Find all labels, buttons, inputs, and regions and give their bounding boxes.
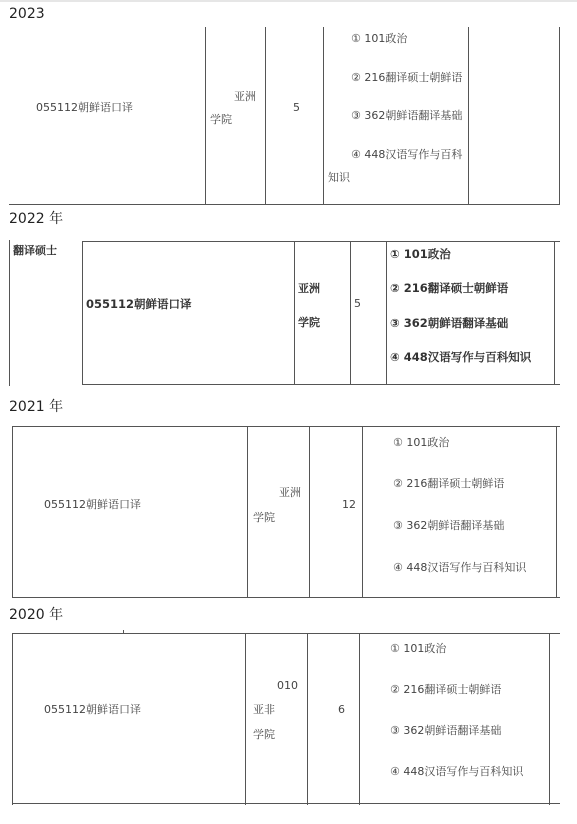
subject-item: ② 216翻译硕士朝鲜语 bbox=[351, 71, 463, 84]
college-cell-line1: 亚非 bbox=[253, 703, 275, 716]
subject-item: ③ 362朝鲜语翻译基础 bbox=[390, 316, 509, 330]
college-cell-line2: 学院 bbox=[298, 316, 320, 329]
subject-item: ③ 362朝鲜语翻译基础 bbox=[393, 519, 505, 532]
subject-item: ① 101政治 bbox=[393, 436, 450, 449]
table-border bbox=[294, 241, 295, 385]
top-divider bbox=[0, 0, 577, 2]
college-cell-line1: 亚洲 bbox=[279, 486, 301, 499]
table-border bbox=[12, 803, 560, 804]
table-border bbox=[309, 426, 310, 598]
table-border bbox=[9, 240, 10, 386]
table-border bbox=[265, 27, 266, 205]
table-border bbox=[12, 426, 13, 598]
subject-item: ④ 448汉语写作与百科知识 bbox=[393, 561, 527, 574]
table-border bbox=[362, 426, 363, 598]
year-heading-2020: 2020 年 bbox=[9, 607, 64, 623]
table-border bbox=[12, 633, 13, 805]
table-border bbox=[82, 241, 560, 242]
year-heading-2022: 2022 年 bbox=[9, 211, 64, 227]
table-border bbox=[350, 241, 351, 385]
college-cell-line2: 学院 bbox=[253, 511, 275, 524]
table-border bbox=[245, 633, 246, 805]
count-cell: 5 bbox=[293, 101, 300, 114]
table-border bbox=[359, 633, 360, 805]
table-border bbox=[247, 426, 248, 598]
subject-item: ④ 448汉语写作与百科知识 bbox=[390, 765, 524, 778]
subject-item: ② 216翻译硕士朝鲜语 bbox=[390, 683, 502, 696]
table-border bbox=[82, 384, 560, 385]
major-cell: 055112朝鲜语口译 bbox=[86, 297, 192, 311]
college-code: 010 bbox=[277, 679, 298, 692]
subject-item: ① 101政治 bbox=[390, 642, 447, 655]
year-heading-2023: 2023 bbox=[9, 6, 45, 22]
table-border bbox=[556, 426, 557, 598]
subject-item: ③ 362朝鲜语翻译基础 bbox=[351, 109, 463, 122]
subject-item: ① 101政治 bbox=[390, 247, 451, 261]
table-border bbox=[82, 241, 83, 385]
major-cell: 055112朝鲜语口译 bbox=[44, 703, 141, 716]
table-border bbox=[554, 241, 555, 385]
table-border bbox=[386, 241, 387, 385]
table-border bbox=[468, 27, 469, 205]
table-border bbox=[549, 633, 550, 805]
count-cell: 5 bbox=[354, 297, 361, 310]
subject-item: ③ 362朝鲜语翻译基础 bbox=[390, 724, 502, 737]
table-border bbox=[12, 597, 560, 598]
major-cell: 055112朝鲜语口译 bbox=[44, 498, 141, 511]
college-cell-line2: 学院 bbox=[253, 728, 275, 741]
table-border bbox=[559, 27, 560, 205]
subject-item: ④ 448汉语写作与百科 bbox=[351, 148, 463, 161]
category-cell: 翻译硕士 bbox=[13, 244, 57, 257]
subject-item: ① 101政治 bbox=[351, 32, 408, 45]
table-border bbox=[12, 426, 560, 427]
subject-item: ② 216翻译硕士朝鲜语 bbox=[390, 281, 509, 295]
subject-item: ② 216翻译硕士朝鲜语 bbox=[393, 477, 505, 490]
major-cell: 055112朝鲜语口译 bbox=[36, 101, 133, 114]
table-border bbox=[323, 27, 324, 205]
year-heading-2021: 2021 年 bbox=[9, 399, 64, 415]
subject-item: ④ 448汉语写作与百科知识 bbox=[390, 350, 532, 364]
subject-item-wrap: 知识 bbox=[328, 171, 350, 184]
count-cell: 6 bbox=[338, 703, 345, 716]
table-border bbox=[205, 27, 206, 205]
table-border bbox=[12, 633, 560, 634]
college-cell-line1: 亚洲 bbox=[298, 282, 320, 295]
college-cell-line1: 亚洲 bbox=[234, 90, 256, 103]
table-border bbox=[9, 204, 560, 205]
table-border bbox=[307, 633, 308, 805]
count-cell: 12 bbox=[342, 498, 356, 511]
college-cell-line2: 学院 bbox=[210, 113, 232, 126]
